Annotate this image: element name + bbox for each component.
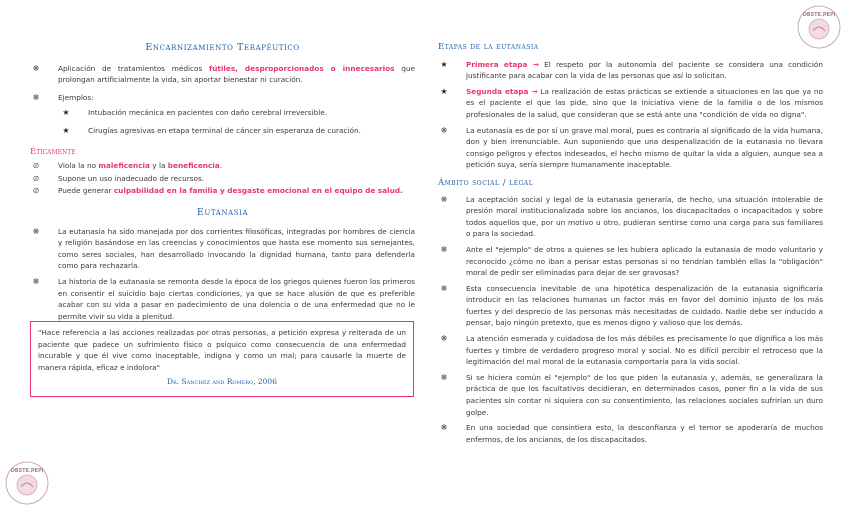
obstepepi-logo-top bbox=[796, 4, 842, 50]
etapa-1: ★ Primera etapa → El respeto por la autonomía del paciente se considera una condición justificante para acabar con la vida de las personas que así lo solicitan. bbox=[438, 59, 823, 82]
title-eticamente: Éticamente bbox=[30, 146, 76, 157]
asterisk-bullet-icon: ❋ bbox=[440, 244, 448, 254]
quote-citation: Dr. Sánchez and Romero, 2006 bbox=[167, 377, 277, 387]
et-bullet-1: ❋ Aplicación de tratamientos médicos fútiles, desproporcionados o innecesarios que prolongan artificialmente la vida, sin aportar bienestar ni curación. bbox=[30, 63, 415, 86]
social-bullet-3: ❋ Esta consecuencia inevitable de una hipotética despenalización de la eutanasia significaría introducir en las relaciones humanas un factor más en favor del dominio injusto de los más fuertes y del desprecio de las personas más necesitadas de cuidado. Nadie debe ser inducido a pensar, bajo ningún pretexto, que es menos digno y valioso que los demás. bbox=[438, 283, 823, 329]
asterisk-bullet-icon: ❋ bbox=[440, 283, 448, 293]
asterisk-bullet-icon: ❋ bbox=[440, 194, 448, 204]
svg-text:OBSTE.PEPI: OBSTE.PEPI bbox=[10, 468, 44, 474]
etic-bullet-3: ⊘ Puede generar culpabilidad en la familia y desgaste emocional en el equipo de salud. bbox=[30, 185, 415, 197]
title-eutanasia: Eutanasia bbox=[196, 206, 249, 218]
example-1: ★ Intubación mecánica en pacientes con daño cerebral irreversible. bbox=[30, 107, 415, 119]
obstepepi-logo-bottom bbox=[4, 460, 50, 506]
etapa-note: ❋ La eutanasia es de por sí un grave mal moral, pues es contraria al significado de la vida humana, don y bien irrenunciable. Aun suponiendo que una despenalización de la eutanasia no llevara consigo peligros y efectos indeseados, el hecho mismo de quitar la vida a alguien, aunque sea a petición suya, sería siempre humanamente inaceptable. bbox=[438, 125, 823, 171]
example-2: ★ Cirugías agresivas en etapa terminal de cáncer sin esperanza de curación. bbox=[30, 125, 415, 137]
title-encarnizamiento: Encarnizamiento Terapéutico bbox=[145, 42, 300, 53]
logo-seal-icon bbox=[4, 460, 50, 506]
asterisk-bullet-icon: ❋ bbox=[440, 372, 448, 382]
eut-bullet-2: ❋ La historia de la eutanasia se remonta desde la época de los griegos quienes fueron los primeros en consentir el suicidio bajo ciertas condiciones, ya que se hace alusión de que es preferible acabar con su vida a pasar en padecimiento de una dolencia o de una enfermedad que no le permite vivir su vida a plenitud. bbox=[30, 276, 415, 322]
ring-bullet-icon: ⊘ bbox=[32, 173, 40, 183]
right-column bbox=[438, 0, 823, 445]
asterisk-bullet-icon: ❋ bbox=[32, 63, 40, 73]
quote-text: "Hace referencia a las acciones realizadas por otras personas, a petición expresa y reiterada de un paciente que padece un sufrimiento físico o psíquico como consecuencia de una enfermedad incurable y que él vive como inaceptable, indigna y como un mal; para causarle la muerte de manera rápida, eficaz e indolora" bbox=[38, 328, 406, 372]
star-bullet-icon: ★ bbox=[440, 86, 448, 96]
social-bullet-5: ❋ Si se hiciera común el "ejemplo" de los que piden la eutanasia y, además, se generalizara la práctica de que los facultativos decidieran, en determinados casos, poner fin a la vida de sus pacientes sin contar ni siquiera con su consentimiento, las relaciones sociales sufrirían un duro golpe. bbox=[438, 372, 823, 418]
asterisk-bullet-icon: ❋ bbox=[32, 276, 40, 286]
asterisk-bullet-icon: ❋ bbox=[440, 334, 448, 344]
left-column bbox=[30, 0, 415, 322]
social-bullet-6: ❋ En una sociedad que consintiera esto, la desconfianza y el temor se apoderaría de muchos enfermos, de los ancianos, de los discapacitados. bbox=[438, 422, 823, 445]
etic-bullet-2: ⊘ Supone un uso inadecuado de recursos. bbox=[30, 173, 415, 185]
etic-bullet-1: ⊘ Viola la no maleficencia y la beneficencia. bbox=[30, 160, 415, 172]
title-etapas: Etapas de la eutanasia bbox=[438, 42, 539, 52]
asterisk-bullet-icon: ❋ bbox=[440, 423, 448, 433]
et-bullet-2: ❋ Ejemplos: bbox=[30, 92, 415, 104]
ring-bullet-icon: ⊘ bbox=[32, 161, 40, 171]
svg-text:OBSTE.PEPI: OBSTE.PEPI bbox=[802, 12, 836, 18]
asterisk-bullet-icon: ❋ bbox=[32, 92, 40, 102]
etapa-2: ★ Segunda etapa → La realización de estas prácticas se extiende a situaciones en las que ya no es el paciente el que las pide, sino que la iniciativa viene de la familia o de los mismos profesionales de la salud, que consideran que se está ante una "condición de vida no digna". bbox=[438, 86, 823, 121]
star-bullet-icon: ★ bbox=[62, 125, 70, 135]
eut-bullet-1: ❋ La eutanasia ha sido manejada por dos corrientes filosóficas, integradas por hombres de ciencia y religión basándose en las creencias y conocimientos que hasta ese momento sus semejantes, como seres sociales, han desarrollado invocando la dignidad humana, tanto para defenderla como para rechazarla. bbox=[30, 226, 415, 272]
social-bullet-4: ❋ La atención esmerada y cuidadosa de los más débiles es precisamente lo que dignifica a los más fuertes y timbre de verdadero progreso moral y social. No es difícil percibir el retroceso que la legitimación del mal moral de la eutanasia comportaría para la vida social. bbox=[438, 333, 823, 368]
definition-quote-box bbox=[30, 321, 414, 397]
logo-seal-icon bbox=[796, 4, 842, 50]
asterisk-bullet-icon: ❋ bbox=[440, 125, 448, 135]
star-bullet-icon: ★ bbox=[440, 59, 448, 69]
social-bullet-1: ❋ La aceptación social y legal de la eutanasia generaría, de hecho, una situación intolerable de presión moral institucionalizada sobre los ancianos, los discapacitados o incapacitados y sobre todos aquellos que, por un motivo u otro, pudieran sentirse como una carga para sus familiares o para la sociedad. bbox=[438, 194, 823, 240]
star-bullet-icon: ★ bbox=[62, 108, 70, 118]
title-ambito-social: Ámbito social / legal bbox=[438, 177, 534, 188]
social-bullet-2: ❋ Ante el "ejemplo" de otros a quienes se les hubiera aplicado la eutanasia de modo voluntario y reconocido ¿cómo no iban a pensar estas personas si no tendrían también ellas la "obligación" moral de pedir ser eliminadas para dejar de ser gravosas? bbox=[438, 244, 823, 279]
ring-bullet-icon: ⊘ bbox=[32, 186, 40, 196]
asterisk-bullet-icon: ❋ bbox=[32, 226, 40, 236]
